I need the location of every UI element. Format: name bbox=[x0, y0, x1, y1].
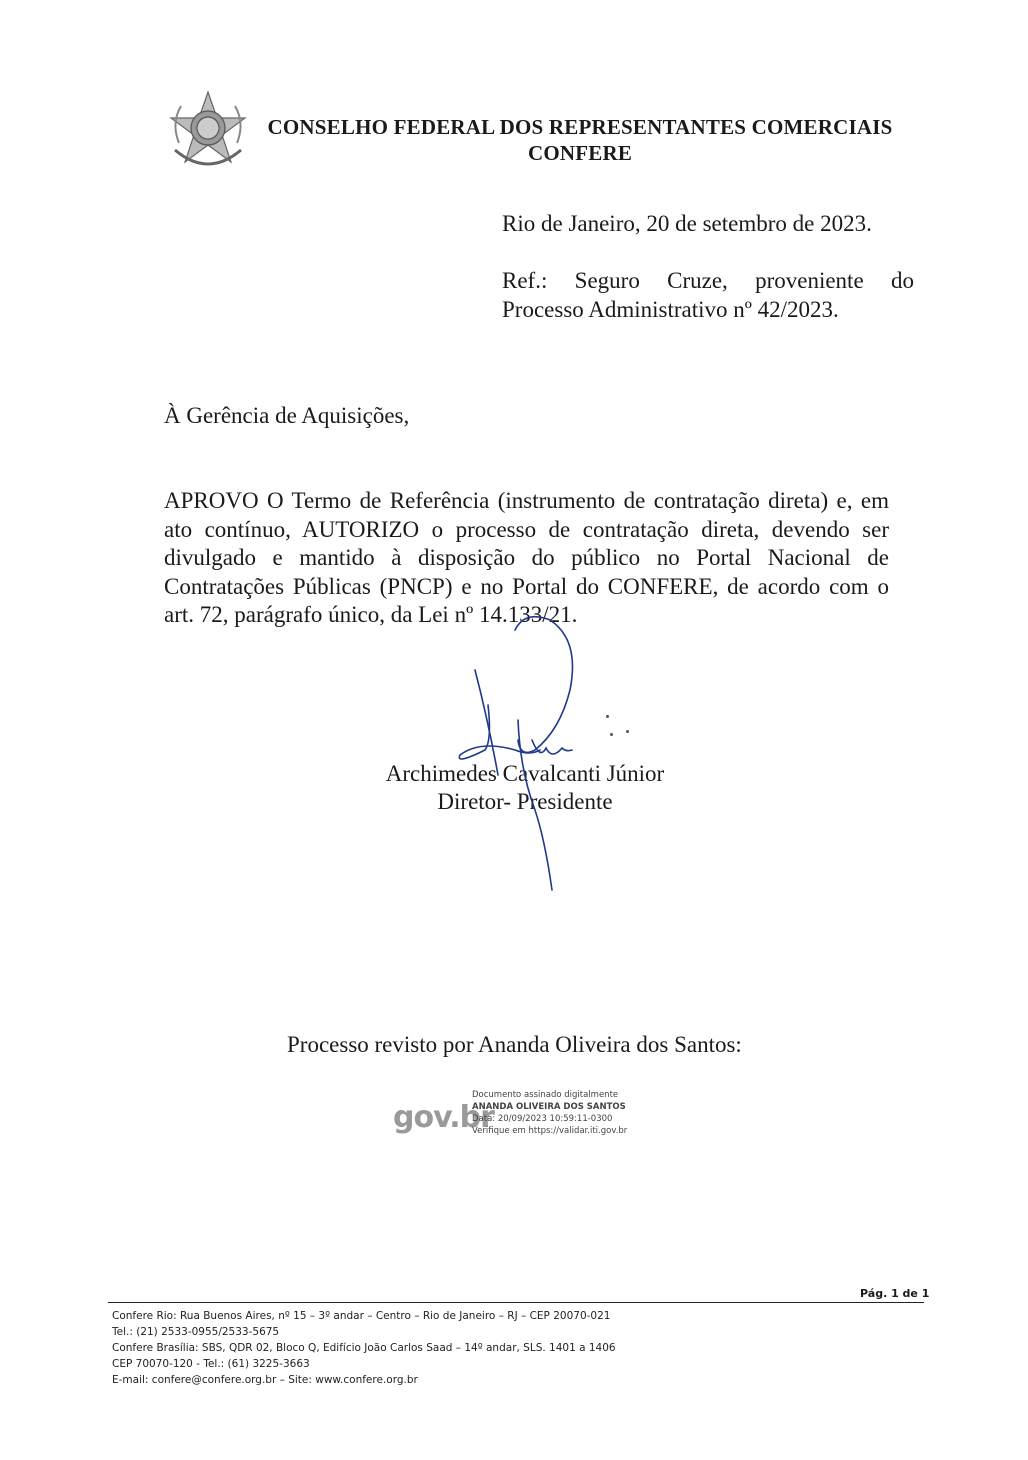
body-line: APROVO O Termo de Referência (instrumento de contratação direta) e, em bbox=[164, 488, 889, 513]
signer-title: Diretor- Presidente bbox=[437, 789, 613, 814]
ink-speck bbox=[610, 733, 613, 736]
reference-block bbox=[502, 266, 914, 324]
reference-word: do bbox=[890, 268, 914, 293]
reference-word: proveniente bbox=[755, 268, 864, 293]
reference-word: Cruze, bbox=[667, 268, 728, 293]
footer-line: E-mail: confere@confere.org.br – Site: www.confere.org.br bbox=[112, 1374, 418, 1386]
organization-acronym: CONFERE bbox=[527, 141, 633, 165]
reference-label: Ref.: bbox=[502, 268, 548, 293]
footer-line: Confere Brasília: SBS, QDR 02, Bloco Q, Edifício João Carlos Saad – 14º andar, SLS. 1401 a 1406 bbox=[112, 1342, 616, 1354]
stamp-verify: Verifique em https://validar.iti.gov.br bbox=[472, 1126, 628, 1136]
footer-address bbox=[112, 1308, 616, 1388]
stamp-date: Data: 20/09/2023 10:59:11-0300 bbox=[472, 1114, 613, 1124]
footer-divider bbox=[108, 1302, 924, 1303]
stamp-line: Documento assinado digitalmente bbox=[472, 1090, 619, 1100]
footer-line: Confere Rio: Rua Buenos Aires, nº 15 – 3º andar – Centro – Rio de Janeiro – RJ – CEP 20070-021 bbox=[112, 1310, 611, 1322]
footer-line: CEP 70070-120 - Tel.: (61) 3225-3663 bbox=[112, 1358, 310, 1370]
letter-date: Rio de Janeiro, 20 de setembro de 2023. bbox=[502, 211, 872, 236]
stamp-signer: ANANDA OLIVEIRA DOS SANTOS bbox=[472, 1102, 626, 1112]
body-line: ato contínuo, AUTORIZO o processo de contratação direta, devendo ser bbox=[164, 516, 889, 542]
letterhead-title bbox=[150, 114, 1010, 166]
signer-name: Archimedes Cavalcanti Júnior bbox=[385, 761, 665, 786]
digital-signature-stamp bbox=[472, 1089, 627, 1137]
body-line: art. 72, parágrafo único, da Lei nº 14.133/21. bbox=[164, 602, 578, 627]
reference-line-2: Processo Administrativo nº 42/2023. bbox=[502, 297, 839, 322]
handwritten-signature bbox=[440, 600, 660, 900]
body-line: Contratações Públicas (PNCP) e no Portal do CONFERE, de acordo com o bbox=[164, 573, 889, 599]
reviewed-by: Processo revisto por Ananda Oliveira dos Santos: bbox=[287, 1032, 742, 1057]
footer-line: Tel.: (21) 2533-0955/2533-5675 bbox=[112, 1326, 280, 1338]
salutation: À Gerência de Aquisições, bbox=[164, 403, 410, 428]
page-number: Pág. 1 de 1 bbox=[860, 1287, 930, 1300]
ink-speck bbox=[626, 730, 629, 733]
ink-speck bbox=[606, 715, 609, 718]
body-line: divulgado e mantido à disposição do público no Portal Nacional de bbox=[164, 545, 889, 570]
organization-name: CONSELHO FEDERAL DOS REPRESENTANTES COMERCIAIS bbox=[267, 115, 893, 139]
reference-word: Seguro bbox=[574, 268, 640, 293]
govbr-logo: gov.br bbox=[393, 1100, 494, 1135]
